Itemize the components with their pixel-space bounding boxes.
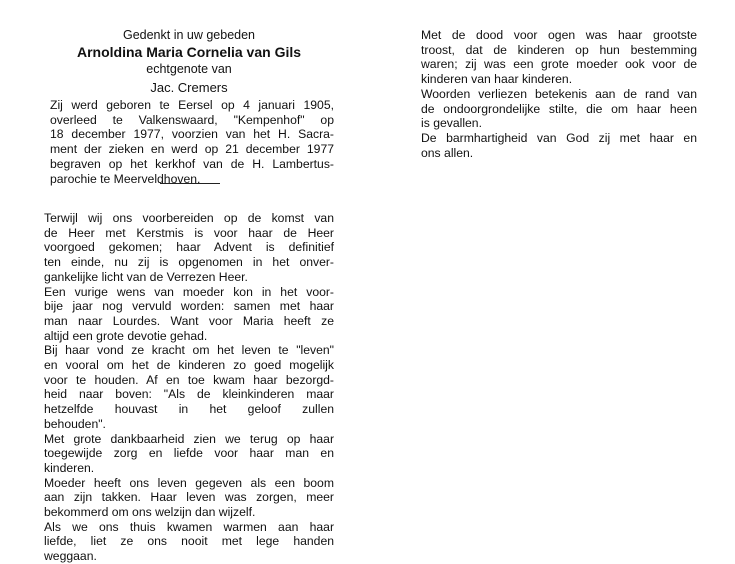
text-line: Woorden verliezen betekenis aan de rand van (421, 86, 697, 101)
text-line: gankelijke licht van de Verrezen Heer. (44, 269, 248, 284)
text-line: Met de dood voor ogen was haar grootste (421, 28, 697, 42)
text-line: en vooral om het de kinderen zo goed mogelijk (44, 358, 334, 373)
text-line: waren; zij was een grote moeder ook voor de (421, 57, 697, 72)
text-line: behouden". (44, 416, 106, 431)
divider-line (160, 183, 220, 184)
bio-line: Zij werd geboren te Eersel op 4 januari 1905, (50, 98, 334, 112)
text-line: kinderen van haar kinderen. (421, 72, 573, 87)
spouse-name: Jac. Cremers (150, 80, 228, 95)
text-line: toegewijde zorg en liefde voor haar man en (44, 446, 334, 461)
text-line: troost, dat de kinderen op hun bestemming (421, 42, 697, 57)
text-line: man naar Lourdes. Want voor Maria heeft ze (44, 313, 334, 328)
text-line: Als we ons thuis kwamen warmen aan haar (44, 519, 334, 534)
text-line: hetzelfde houvast in het geloof zullen (44, 402, 334, 417)
bio-line: begraven op het kerkhof van de H. Lambertus- (50, 156, 334, 171)
text-line: de Heer met Kerstmis is voor haar de Heer (44, 225, 334, 240)
text-line: bekommerd om ons welzijn dan wijzelf. (44, 505, 256, 520)
text-line: aan zijn takken. Haar leven was zorgen, meer (44, 490, 334, 505)
text-line: Moeder heeft ons leven gegeven als een boom (44, 475, 334, 490)
text-line: ten einde, nu zij is opgenomen in het onver- (44, 255, 334, 270)
bio-line: ment der zieken en werd op 21 december 1977 (50, 142, 334, 157)
text-line: de ondoorgrondelijke stilte, die om haar heen (421, 101, 697, 116)
right-body-text (421, 28, 697, 160)
bio-line: overleed te Valkenswaard, "Kempenhof" op (50, 112, 334, 127)
text-line: Bij haar vond ze kracht om het leven te "leven" (44, 343, 334, 358)
bio-line: 18 december 1977, voorzien van het H. Sacra- (50, 127, 334, 142)
biography-paragraph (50, 98, 334, 186)
deceased-name: Arnoldina Maria Cornelia van Gils (76, 44, 302, 60)
text-line: ons allen. (421, 145, 474, 160)
text-line: De barmhartigheid van God zij met haar en (421, 130, 697, 145)
text-line: Met grote dankbaarheid zien we terug op haar (44, 431, 334, 446)
text-line: bije jaar nog vervuld worden: samen met haar (44, 299, 334, 314)
intro-text: Gedenkt in uw gebeden (122, 28, 256, 42)
text-line: altijd een grote devotie gehad. (44, 328, 208, 343)
text-line: liefde, liet ze ons nooit met lege handen (44, 534, 334, 549)
bio-line: parochie te Meerveldhoven. (50, 171, 201, 186)
text-line: Een vurige wens van moeder kon in het voor- (44, 284, 334, 299)
text-line: Terwijl wij ons voorbereiden op de komst van (44, 211, 334, 225)
text-line: heid naar boven: "Als de kleinkinderen maar (44, 387, 334, 402)
text-line: weggaan. (44, 549, 97, 564)
text-line: is gevallen. (421, 116, 482, 131)
text-line: voor te houden. Af en toe kwam haar bezorgd- (44, 372, 334, 387)
text-line: voorgoed gekomen; haar Advent is definitief (44, 240, 334, 255)
text-line: kinderen. (44, 460, 95, 475)
relation-text: echtgenote van (146, 62, 232, 76)
left-body-text (44, 211, 334, 564)
